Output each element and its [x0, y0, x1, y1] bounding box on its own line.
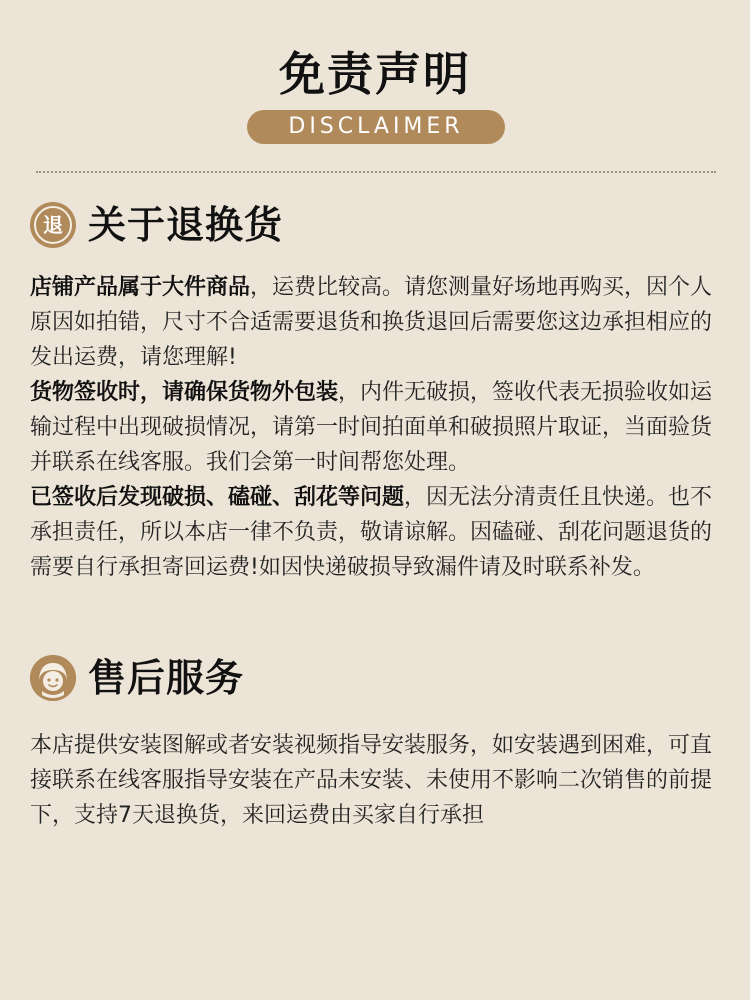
returns-paragraph-2	[30, 375, 724, 480]
section-service-body	[30, 728, 724, 833]
section-returns-title: 关于退换货	[88, 203, 284, 247]
returns-para3-bold: 已签收后发现破损、磕碰、刮花等问题	[30, 485, 405, 510]
section-service-header	[30, 652, 244, 704]
returns-para1-text: ，运费比较高。请您测量好场地再购买，因个人原因如拍错，尺寸不合适需要退货和换货退回后需要您这边承担相应的发出运费，请您理解!	[30, 275, 713, 370]
returns-para1-bold: 店铺产品属于大件商品	[30, 275, 251, 300]
agent-face-svg	[30, 655, 76, 701]
dotted-divider	[36, 171, 716, 173]
section-returns-header	[30, 199, 283, 251]
returns-para3-text: ，因无法分清责任且快递。也不承担责任，所以本店一律不负责，敬请谅解。因磕碰、刮花问题退货的需要自行承担寄回运费!如因快递破损导致漏件请及时联系补发。	[30, 485, 713, 580]
returns-paragraph-3	[30, 480, 724, 585]
subtitle-badge: DISCLAIMER	[247, 110, 505, 144]
customer-service-agent-icon	[30, 655, 76, 701]
page-title: 免责声明	[279, 47, 471, 101]
return-seal-icon	[30, 202, 76, 248]
returns-paragraph-1	[30, 270, 724, 375]
returns-para2-bold: 货物签收时，请确保货物外包装	[30, 380, 339, 405]
section-returns-body	[30, 270, 724, 585]
service-paragraph: 本店提供安装图解或者安装视频指导安装服务，如安装遇到困难，可直接联系在线客服指导安装在产品未安装、未使用不影响二次销售的前提下，支持7天退换货，来回运费由买家自行承担	[30, 733, 713, 828]
return-seal-glyph: 退	[34, 206, 72, 244]
returns-para2-text: ，内件无破损，签收代表无损验收如运输过程中出现破损情况，请第一时间拍面单和破损照片取证，当面验货并联系在线客服。我们会第一时间帮您处理。	[30, 380, 713, 475]
section-service-title: 售后服务	[88, 656, 245, 700]
